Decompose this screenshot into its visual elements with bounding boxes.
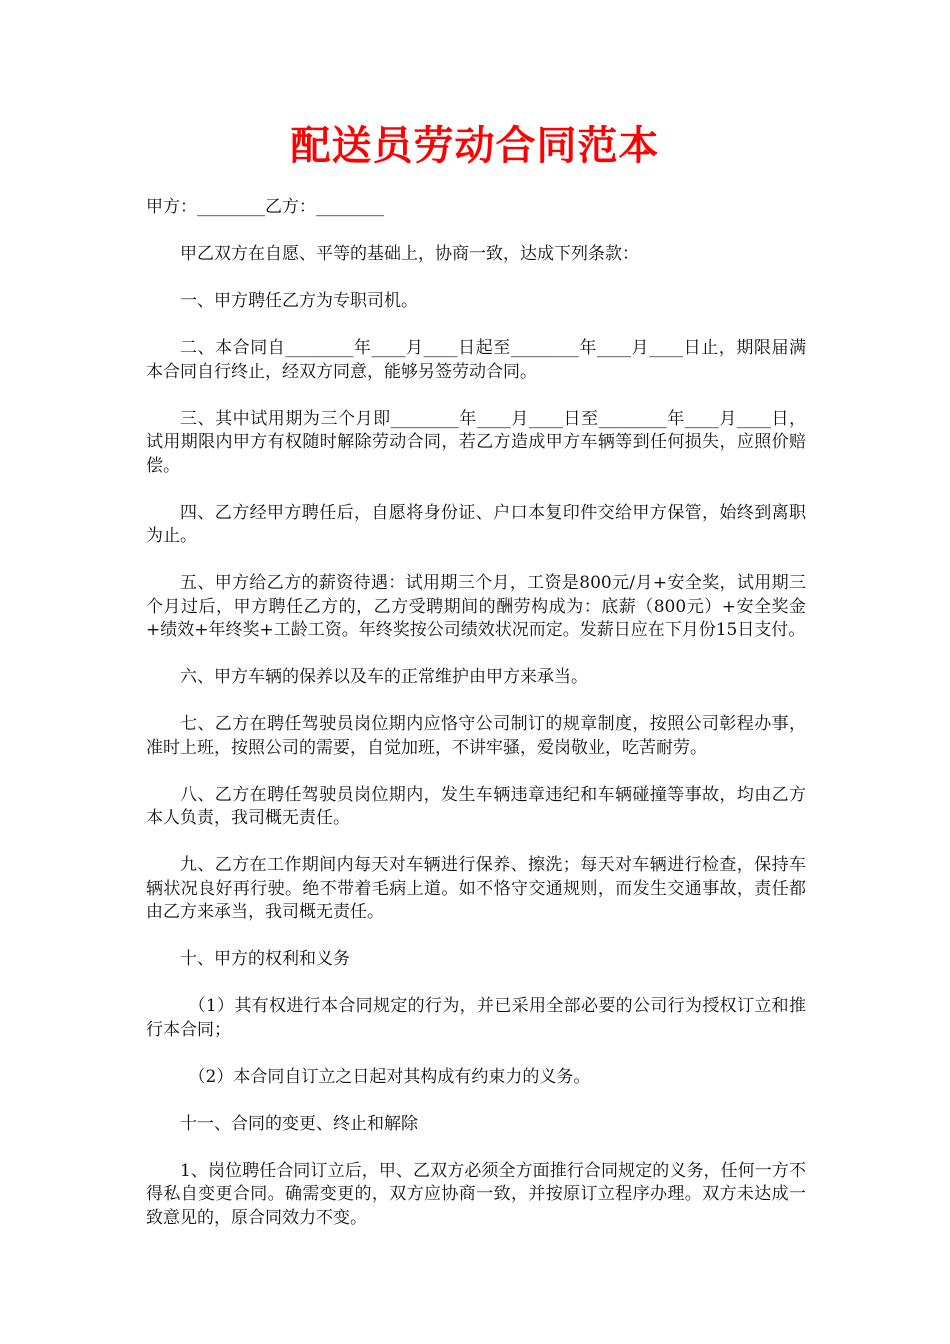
clause-2: 二、本合同自________年____月____日起至________年____月____日止，期限届满本合同自行终止，经双方同意，能够另签劳动合同。	[146, 338, 806, 382]
clause-1: 一、甲方聘任乙方为专职司机。	[180, 291, 418, 311]
document-title: 配送员劳动合同范本	[290, 123, 660, 169]
parties-line: 甲方：________乙方：________	[146, 197, 384, 217]
clause-11-heading: 十一、合同的变更、终止和解除	[180, 1113, 418, 1134]
clause-7: 七、乙方在聘任驾驶员岗位期内应恪守公司制订的规章制度，按照公司彰程办事，准时上班，按照公司的需要，自觉加班，不讲牢骚，爱岗敬业，吃苦耐劳。	[146, 714, 806, 758]
clause-10-item-1: （1）其有权进行本合同规定的行为，并已采用全部必要的公司行为授权订立和推行本合同；	[146, 996, 806, 1040]
clause-10-heading: 十、甲方的权利和义务	[180, 949, 350, 969]
clause-11-item-1: 1、岗位聘任合同订立后，甲、乙双方必须全方面推行合同规定的义务，任何一方不得私自变更合同。确需变更的，双方应协商一致，并按原订立程序办理。双方未达成一致意见的，原合同效力不变。	[146, 1160, 806, 1228]
clause-10-item-2: （2）本合同自订立之日起对其构成有约束力的义务。	[188, 1066, 591, 1087]
clause-9: 九、乙方在工作期间内每天对车辆进行保养、擦洗；每天对车辆进行检查，保持车辆状况良好再行驶。绝不带着毛病上道。如不恪守交通规则，而发生交通事故，责任都由乙方来承当，我司概无责任。	[146, 855, 806, 922]
paragraph-preamble: 甲乙双方在自愿、平等的基础上，协商一致，达成下列条款：	[180, 244, 639, 264]
clause-6: 六、甲方车辆的保养以及车的正常维护由甲方来承当。	[180, 667, 588, 687]
clause-5: 五、甲方给乙方的薪资待遇：试用期三个月，工资是800元/月+安全奖，试用期三个月过后，甲方聘任乙方的，乙方受聘期间的酬劳构成为：底薪（800元）+安全奖金+绩效+年终奖+工龄工资。年终奖按公司绩效状况而定。发薪日应在下月份15日支付。	[146, 573, 806, 640]
clause-8: 八、乙方在聘任驾驶员岗位期内，发生车辆违章违纪和车辆碰撞等事故，均由乙方本人负责，我司概无责任。	[146, 784, 806, 828]
clause-4: 四、乙方经甲方聘任后，自愿将身份证、户口本复印件交给甲方保管，始终到离职为止。	[146, 502, 806, 546]
document-body	[146, 196, 806, 1254]
clause-3: 三、其中试用期为三个月即________年____月____日至________年____月____日，试用期限内甲方有权随时解除劳动合同，若乙方造成甲方车辆等到任何损失，应照价赔偿。	[146, 408, 806, 476]
